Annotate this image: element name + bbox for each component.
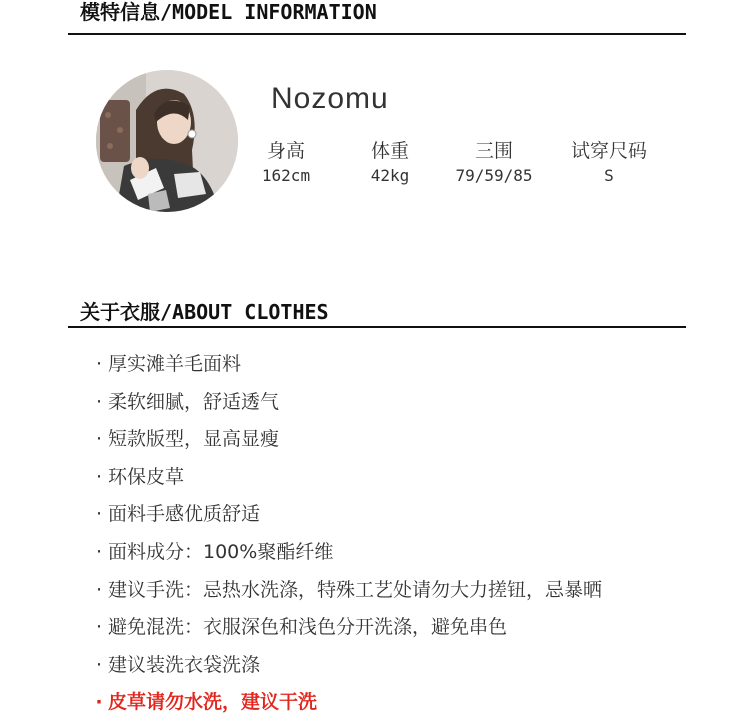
- stat-measurements: [439, 138, 549, 188]
- list-item: [90, 463, 602, 501]
- stat-height: [231, 138, 341, 188]
- bullet: ·: [95, 503, 103, 526]
- list-item: [90, 350, 602, 388]
- stat-value: 79/59/85: [455, 166, 533, 185]
- list-item: [90, 576, 602, 614]
- list-item: [90, 388, 602, 426]
- list-item: [90, 613, 602, 651]
- warning-text: 皮草请勿水洗，建议干洗: [108, 691, 318, 714]
- bullet: ·: [95, 616, 103, 639]
- feature-text: 短款版型，显高显瘦: [108, 428, 280, 451]
- model-name: Nozomu: [271, 82, 389, 115]
- list-item: [90, 425, 602, 463]
- feature-text: 厚实滩羊毛面料: [108, 353, 242, 375]
- bullet: ·: [95, 691, 103, 714]
- feature-text: 面料手感优质舒适: [108, 503, 261, 526]
- clothes-section-title: 关于衣服/ABOUT CLOTHES: [80, 300, 329, 324]
- list-item: [90, 651, 602, 689]
- feature-text: 面料成分：100%聚酯纤维: [108, 540, 334, 563]
- stat-value: 42kg: [370, 166, 410, 185]
- stat-label: 身高: [266, 140, 305, 162]
- stat-label: 体重: [370, 140, 409, 162]
- model-avatar: [96, 70, 238, 212]
- list-item: [90, 538, 602, 576]
- bullet: ·: [95, 390, 103, 413]
- feature-text: 建议装洗衣袋洗涤: [108, 653, 261, 676]
- model-section-divider: [68, 33, 686, 35]
- stat-weight: [335, 138, 445, 188]
- warning-item: [90, 688, 602, 726]
- bullet: ·: [95, 578, 103, 601]
- bullet: ·: [95, 540, 103, 563]
- stat-value: S: [604, 166, 614, 185]
- stat-size: [554, 138, 664, 188]
- feature-text: 避免混洗：衣服深色和浅色分开洗涤，避免串色: [108, 616, 508, 639]
- bullet: ·: [95, 428, 103, 451]
- clothes-section-divider: [68, 326, 686, 328]
- model-photo: [96, 70, 238, 212]
- stat-label: 三围: [474, 140, 513, 162]
- feature-text: 环保皮草: [108, 465, 185, 488]
- stat-label: 试穿尺码: [570, 140, 647, 162]
- feature-text: 建议手洗：忌热水洗涤，特殊工艺处请勿大力搓钮，忌暴晒: [108, 578, 603, 601]
- bullet: ·: [95, 465, 103, 488]
- stat-value: 162cm: [261, 166, 311, 185]
- feature-list: [90, 350, 602, 726]
- feature-text: 柔软细腻，舒适透气: [108, 390, 280, 413]
- bullet: ·: [95, 653, 103, 676]
- bullet: ·: [95, 353, 103, 375]
- list-item: [90, 500, 602, 538]
- model-section-title: 模特信息/MODEL INFORMATION: [80, 0, 377, 24]
